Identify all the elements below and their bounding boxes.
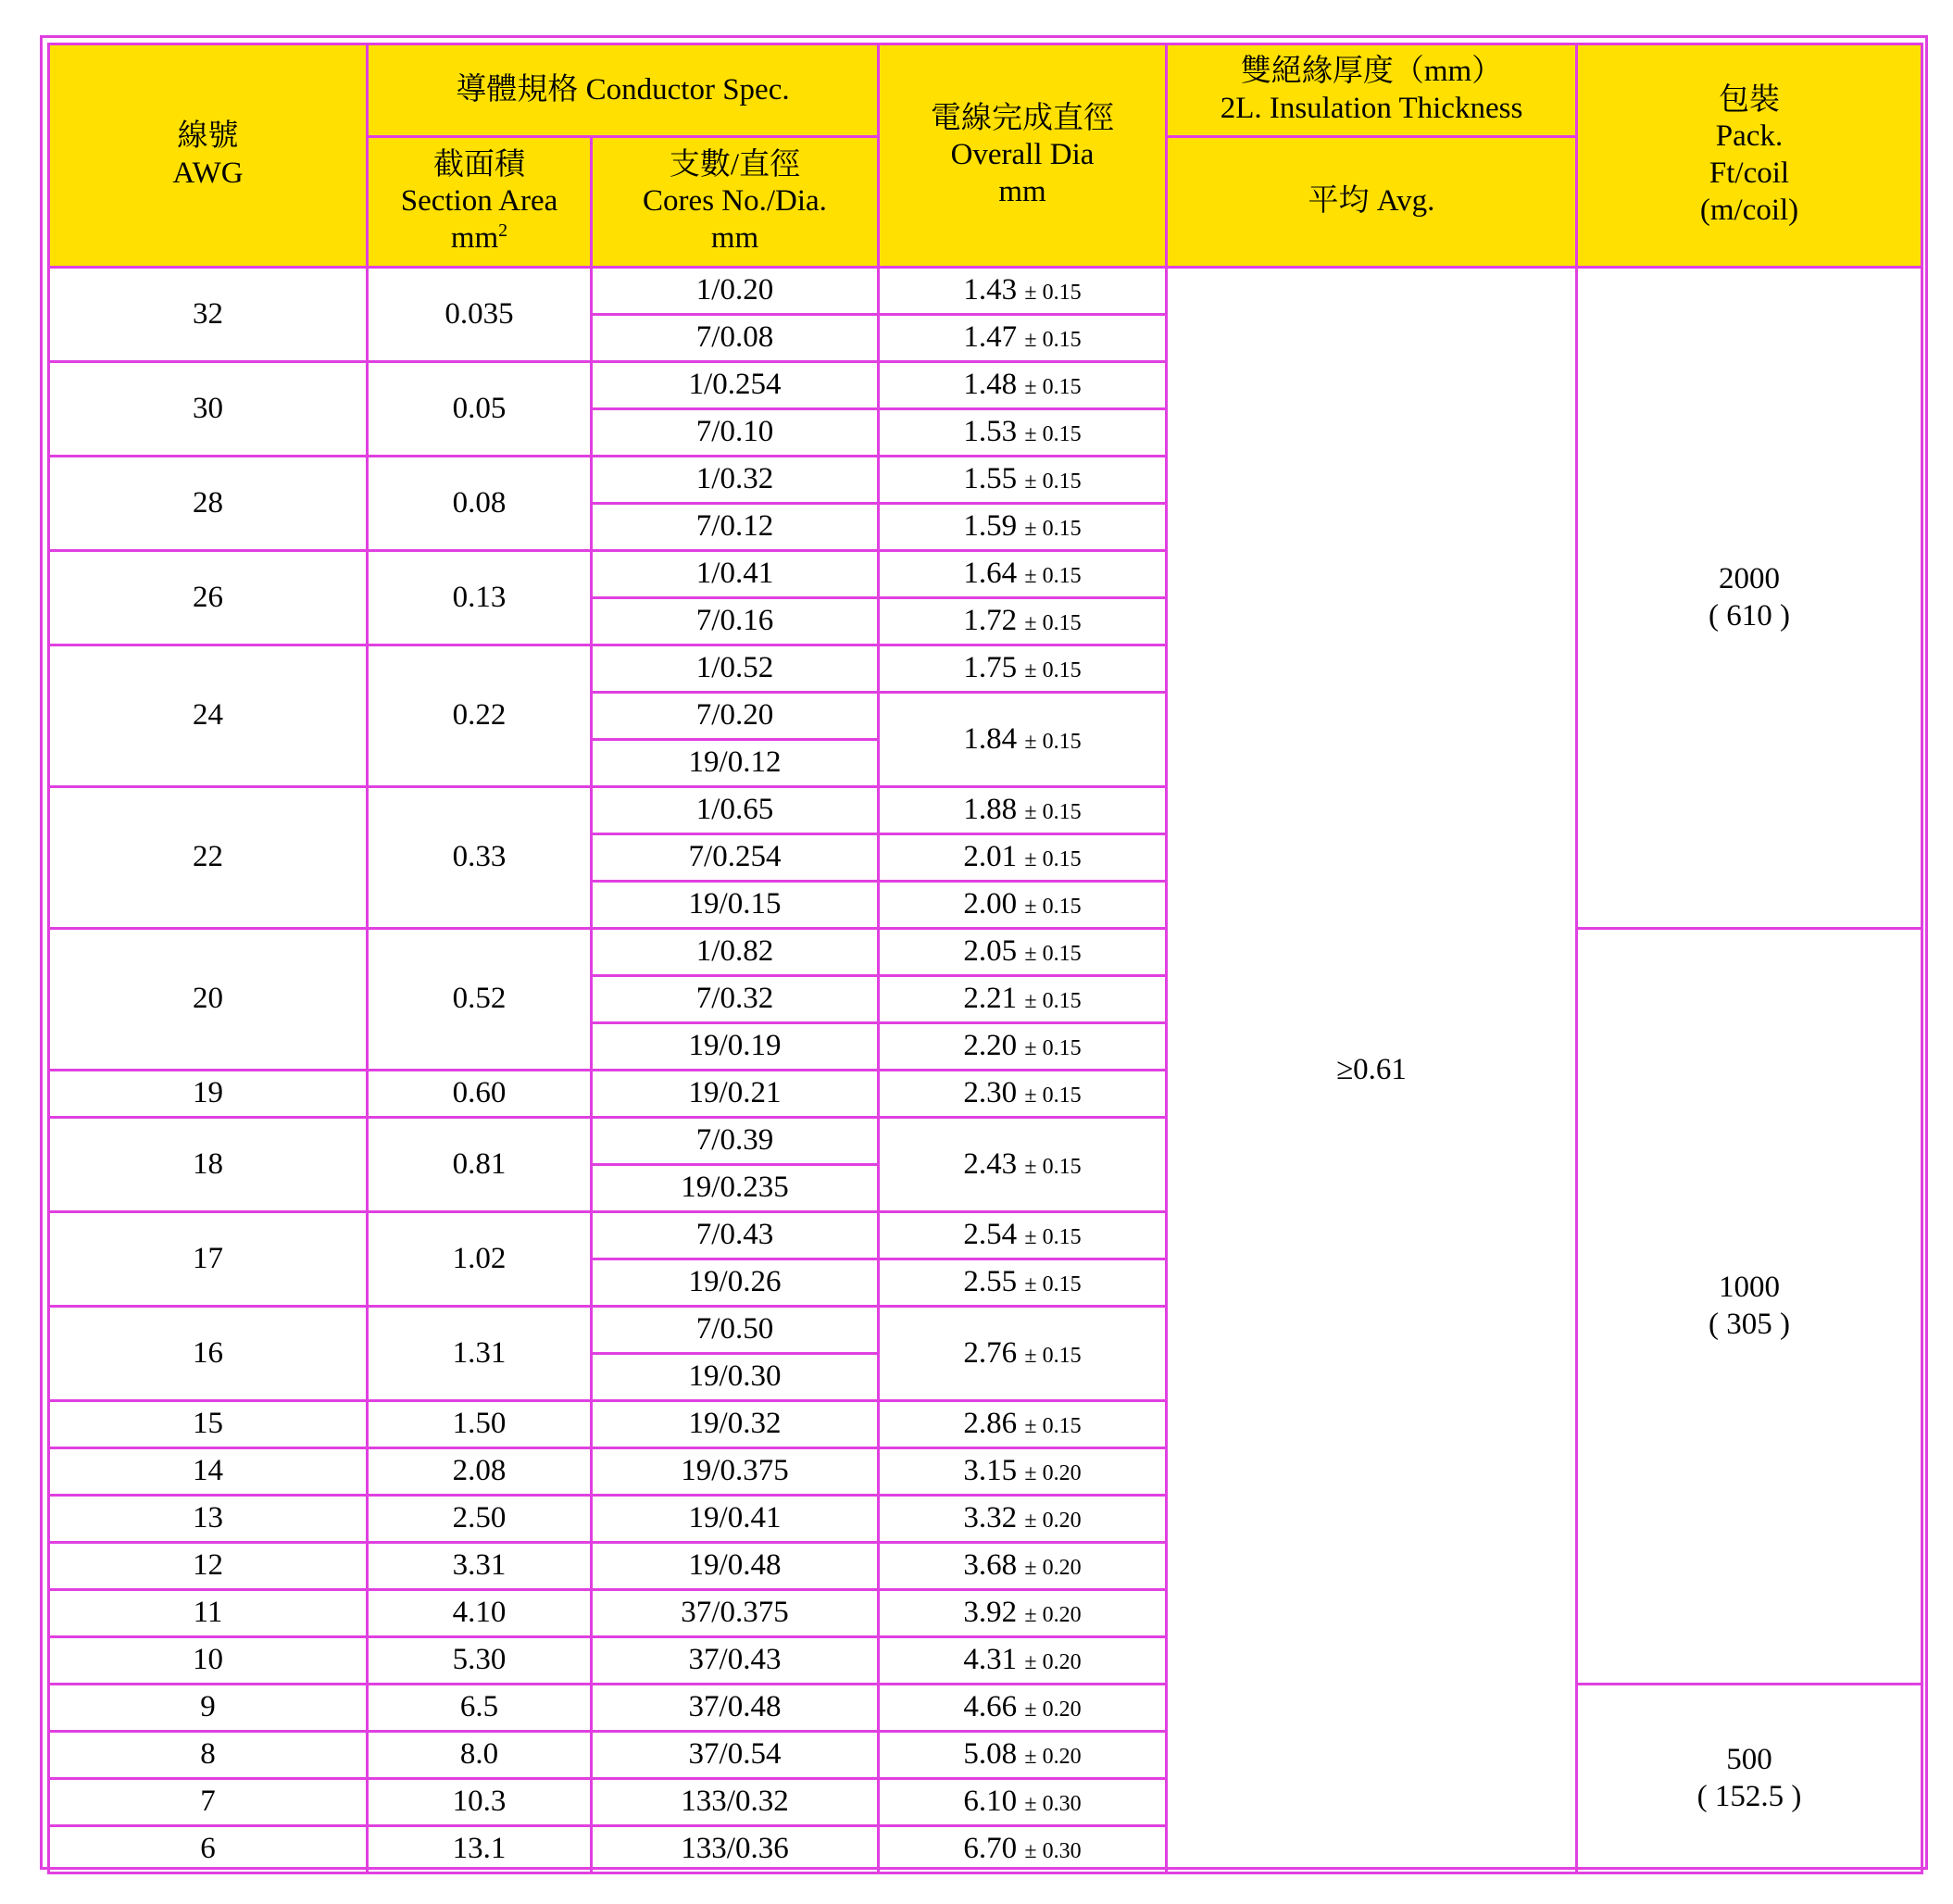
awg-cell: 30 [49,362,368,457]
awg-cell: 17 [49,1212,368,1307]
dia-cell: 2.43 ± 0.15 [879,1118,1167,1212]
cores-cell: 1/0.65 [592,787,879,834]
header-awg-en: AWG [172,157,244,190]
header-section-zh: 截面積 [433,147,525,182]
area-cell: 5.30 [368,1637,592,1685]
dia-cell: 2.05 ± 0.15 [879,929,1167,976]
dia-cell: 2.00 ± 0.15 [879,882,1167,929]
header-section-unit: $mm^2$ [450,219,508,255]
dia-cell: 2.54 ± 0.15 [879,1212,1167,1259]
area-cell: 0.22 [368,645,592,787]
header-dia-en: Overall Dia [950,138,1095,172]
dia-cell: 2.86 ± 0.15 [879,1401,1167,1448]
area-cell: 0.08 [368,457,592,551]
header-insulation-avg [1167,137,1577,268]
header-dia-unit: mm [998,174,1046,208]
cores-cell: 37/0.43 [592,1637,879,1685]
cores-cell: 1/0.20 [592,268,879,315]
awg-cell: 7 [49,1779,368,1826]
dia-cell: 1.72 ± 0.15 [879,598,1167,645]
area-cell: 2.08 [368,1448,592,1496]
awg-cell: 20 [49,929,368,1071]
cores-cell: 7/0.32 [592,976,879,1023]
awg-cell: 12 [49,1543,368,1590]
area-cell: 0.33 [368,787,592,929]
awg-cell: 9 [49,1685,368,1732]
cores-cell: 7/0.50 [592,1307,879,1354]
area-cell: 4.10 [368,1590,592,1637]
header-insul-zh: 雙絕緣厚度（mm） [1240,54,1503,88]
awg-cell: 19 [49,1071,368,1118]
dia-cell: 3.15 ± 0.20 [879,1448,1167,1496]
cores-cell: 19/0.26 [592,1259,879,1307]
header-conductor-spec [368,44,879,137]
awg-cell: 18 [49,1118,368,1212]
awg-cell: 26 [49,551,368,645]
dia-cell: 2.76 ± 0.15 [879,1307,1167,1401]
table-row [49,1685,1922,1732]
cores-cell: 19/0.41 [592,1496,879,1543]
area-cell: 0.81 [368,1118,592,1212]
awg-cell: 6 [49,1826,368,1873]
cores-cell: 19/0.21 [592,1071,879,1118]
header-pack-zh: 包裝 [1719,82,1780,117]
header-dia-zh: 電線完成直徑 [931,101,1114,135]
awg-cell: 24 [49,645,368,787]
header-awg-zh: 線號 [177,119,239,154]
dia-cell: 2.30 ± 0.15 [879,1071,1167,1118]
header-pack-en: Pack. [1715,119,1784,154]
cores-cell: 19/0.375 [592,1448,879,1496]
awg-cell: 14 [49,1448,368,1496]
area-cell: 13.1 [368,1826,592,1873]
pack-cell: 500 ( 152.5 ) [1577,1685,1922,1873]
area-cell: 0.13 [368,551,592,645]
cores-cell: 7/0.254 [592,834,879,882]
dia-cell: 1.88 ± 0.15 [879,787,1167,834]
header-pack-unit-m: (m/coil) [1699,193,1799,227]
area-cell: 3.31 [368,1543,592,1590]
cores-cell: 19/0.235 [592,1165,879,1212]
area-cell: 0.035 [368,268,592,362]
awg-cell: 15 [49,1401,368,1448]
area-cell: 1.02 [368,1212,592,1307]
insulation-avg-cell: ≥0.61 [1167,268,1577,1873]
dia-cell: 6.70 ± 0.30 [879,1826,1167,1873]
awg-cell: 8 [49,1732,368,1779]
cores-cell: 7/0.43 [592,1212,879,1259]
area-cell: 8.0 [368,1732,592,1779]
cores-cell: 37/0.375 [592,1590,879,1637]
awg-cell: 10 [49,1637,368,1685]
area-cell: 0.05 [368,362,592,457]
dia-cell: 5.08 ± 0.20 [879,1732,1167,1779]
header-section-en: Section Area [400,184,558,219]
cores-cell: 19/0.19 [592,1023,879,1071]
header-insul-en: 2L. Insulation Thickness [1220,91,1523,125]
dia-cell: 1.47 ± 0.15 [879,315,1167,362]
area-cell: 0.60 [368,1071,592,1118]
dia-cell: 1.75 ± 0.15 [879,645,1167,693]
dia-cell: 3.32 ± 0.20 [879,1496,1167,1543]
cores-cell: 1/0.254 [592,362,879,409]
table-row [49,268,1922,315]
dia-cell: 1.48 ± 0.15 [879,362,1167,409]
header-section-area [368,137,592,268]
dia-cell: 4.66 ± 0.20 [879,1685,1167,1732]
header-conductor-title: 導體規格 Conductor Spec. [456,72,790,106]
cores-cell: 1/0.52 [592,645,879,693]
cores-cell: 1/0.82 [592,929,879,976]
dia-cell: 1.84 ± 0.15 [879,693,1167,787]
area-cell: 2.50 [368,1496,592,1543]
area-cell: 6.5 [368,1685,592,1732]
header-cores [592,137,879,268]
cores-cell: 7/0.39 [592,1118,879,1165]
cores-cell: 7/0.08 [592,315,879,362]
cores-cell: 19/0.12 [592,740,879,787]
dia-cell: 1.53 ± 0.15 [879,409,1167,457]
awg-cell: 32 [49,268,368,362]
cores-cell: 19/0.32 [592,1401,879,1448]
cores-cell: 37/0.48 [592,1685,879,1732]
dia-cell: 2.55 ± 0.15 [879,1259,1167,1307]
header-overall-dia [879,44,1167,268]
area-cell: 1.50 [368,1401,592,1448]
dia-cell: 2.01 ± 0.15 [879,834,1167,882]
cores-cell: 19/0.15 [592,882,879,929]
dia-cell: 3.92 ± 0.20 [879,1590,1167,1637]
cores-cell: 133/0.36 [592,1826,879,1873]
header-awg [49,44,368,268]
header-pack-unit-ft: Ft/coil [1709,157,1790,190]
awg-cell: 22 [49,787,368,929]
dia-cell: 2.21 ± 0.15 [879,976,1167,1023]
area-cell: 1.31 [368,1307,592,1401]
cores-cell: 19/0.48 [592,1543,879,1590]
table-row [49,929,1922,976]
awg-cell: 28 [49,457,368,551]
cores-cell: 7/0.16 [592,598,879,645]
wire-spec-table [47,43,1923,1874]
cores-cell: 133/0.32 [592,1779,879,1826]
cores-cell: 1/0.41 [592,551,879,598]
area-cell: 10.3 [368,1779,592,1826]
header-insul-avg: 平均 Avg. [1308,184,1435,219]
awg-cell: 16 [49,1307,368,1401]
dia-cell: 1.55 ± 0.15 [879,457,1167,504]
dia-cell: 1.64 ± 0.15 [879,551,1167,598]
dia-cell: 1.59 ± 0.15 [879,504,1167,551]
pack-cell: 1000 ( 305 ) [1577,929,1922,1685]
awg-cell: 11 [49,1590,368,1637]
dia-cell: 1.43 ± 0.15 [879,268,1167,315]
pack-cell: 2000 ( 610 ) [1577,268,1922,929]
cores-cell: 19/0.30 [592,1354,879,1401]
header-cores-en: Cores No./Dia. [643,184,827,219]
cores-cell: 7/0.20 [592,693,879,740]
header-row-1 [49,44,1922,137]
header-insulation [1167,44,1577,137]
dia-cell: 6.10 ± 0.30 [879,1779,1167,1826]
awg-cell: 13 [49,1496,368,1543]
area-cell: 0.52 [368,929,592,1071]
cores-cell: 7/0.10 [592,409,879,457]
dia-cell: 2.20 ± 0.15 [879,1023,1167,1071]
cores-cell: 1/0.32 [592,457,879,504]
header-cores-zh: 支數/直徑 [669,147,801,182]
dia-cell: 4.31 ± 0.20 [879,1637,1167,1685]
cores-cell: 37/0.54 [592,1732,879,1779]
header-pack [1577,44,1922,268]
cores-cell: 7/0.12 [592,504,879,551]
header-cores-unit: mm [710,220,759,255]
dia-cell: 3.68 ± 0.20 [879,1543,1167,1590]
